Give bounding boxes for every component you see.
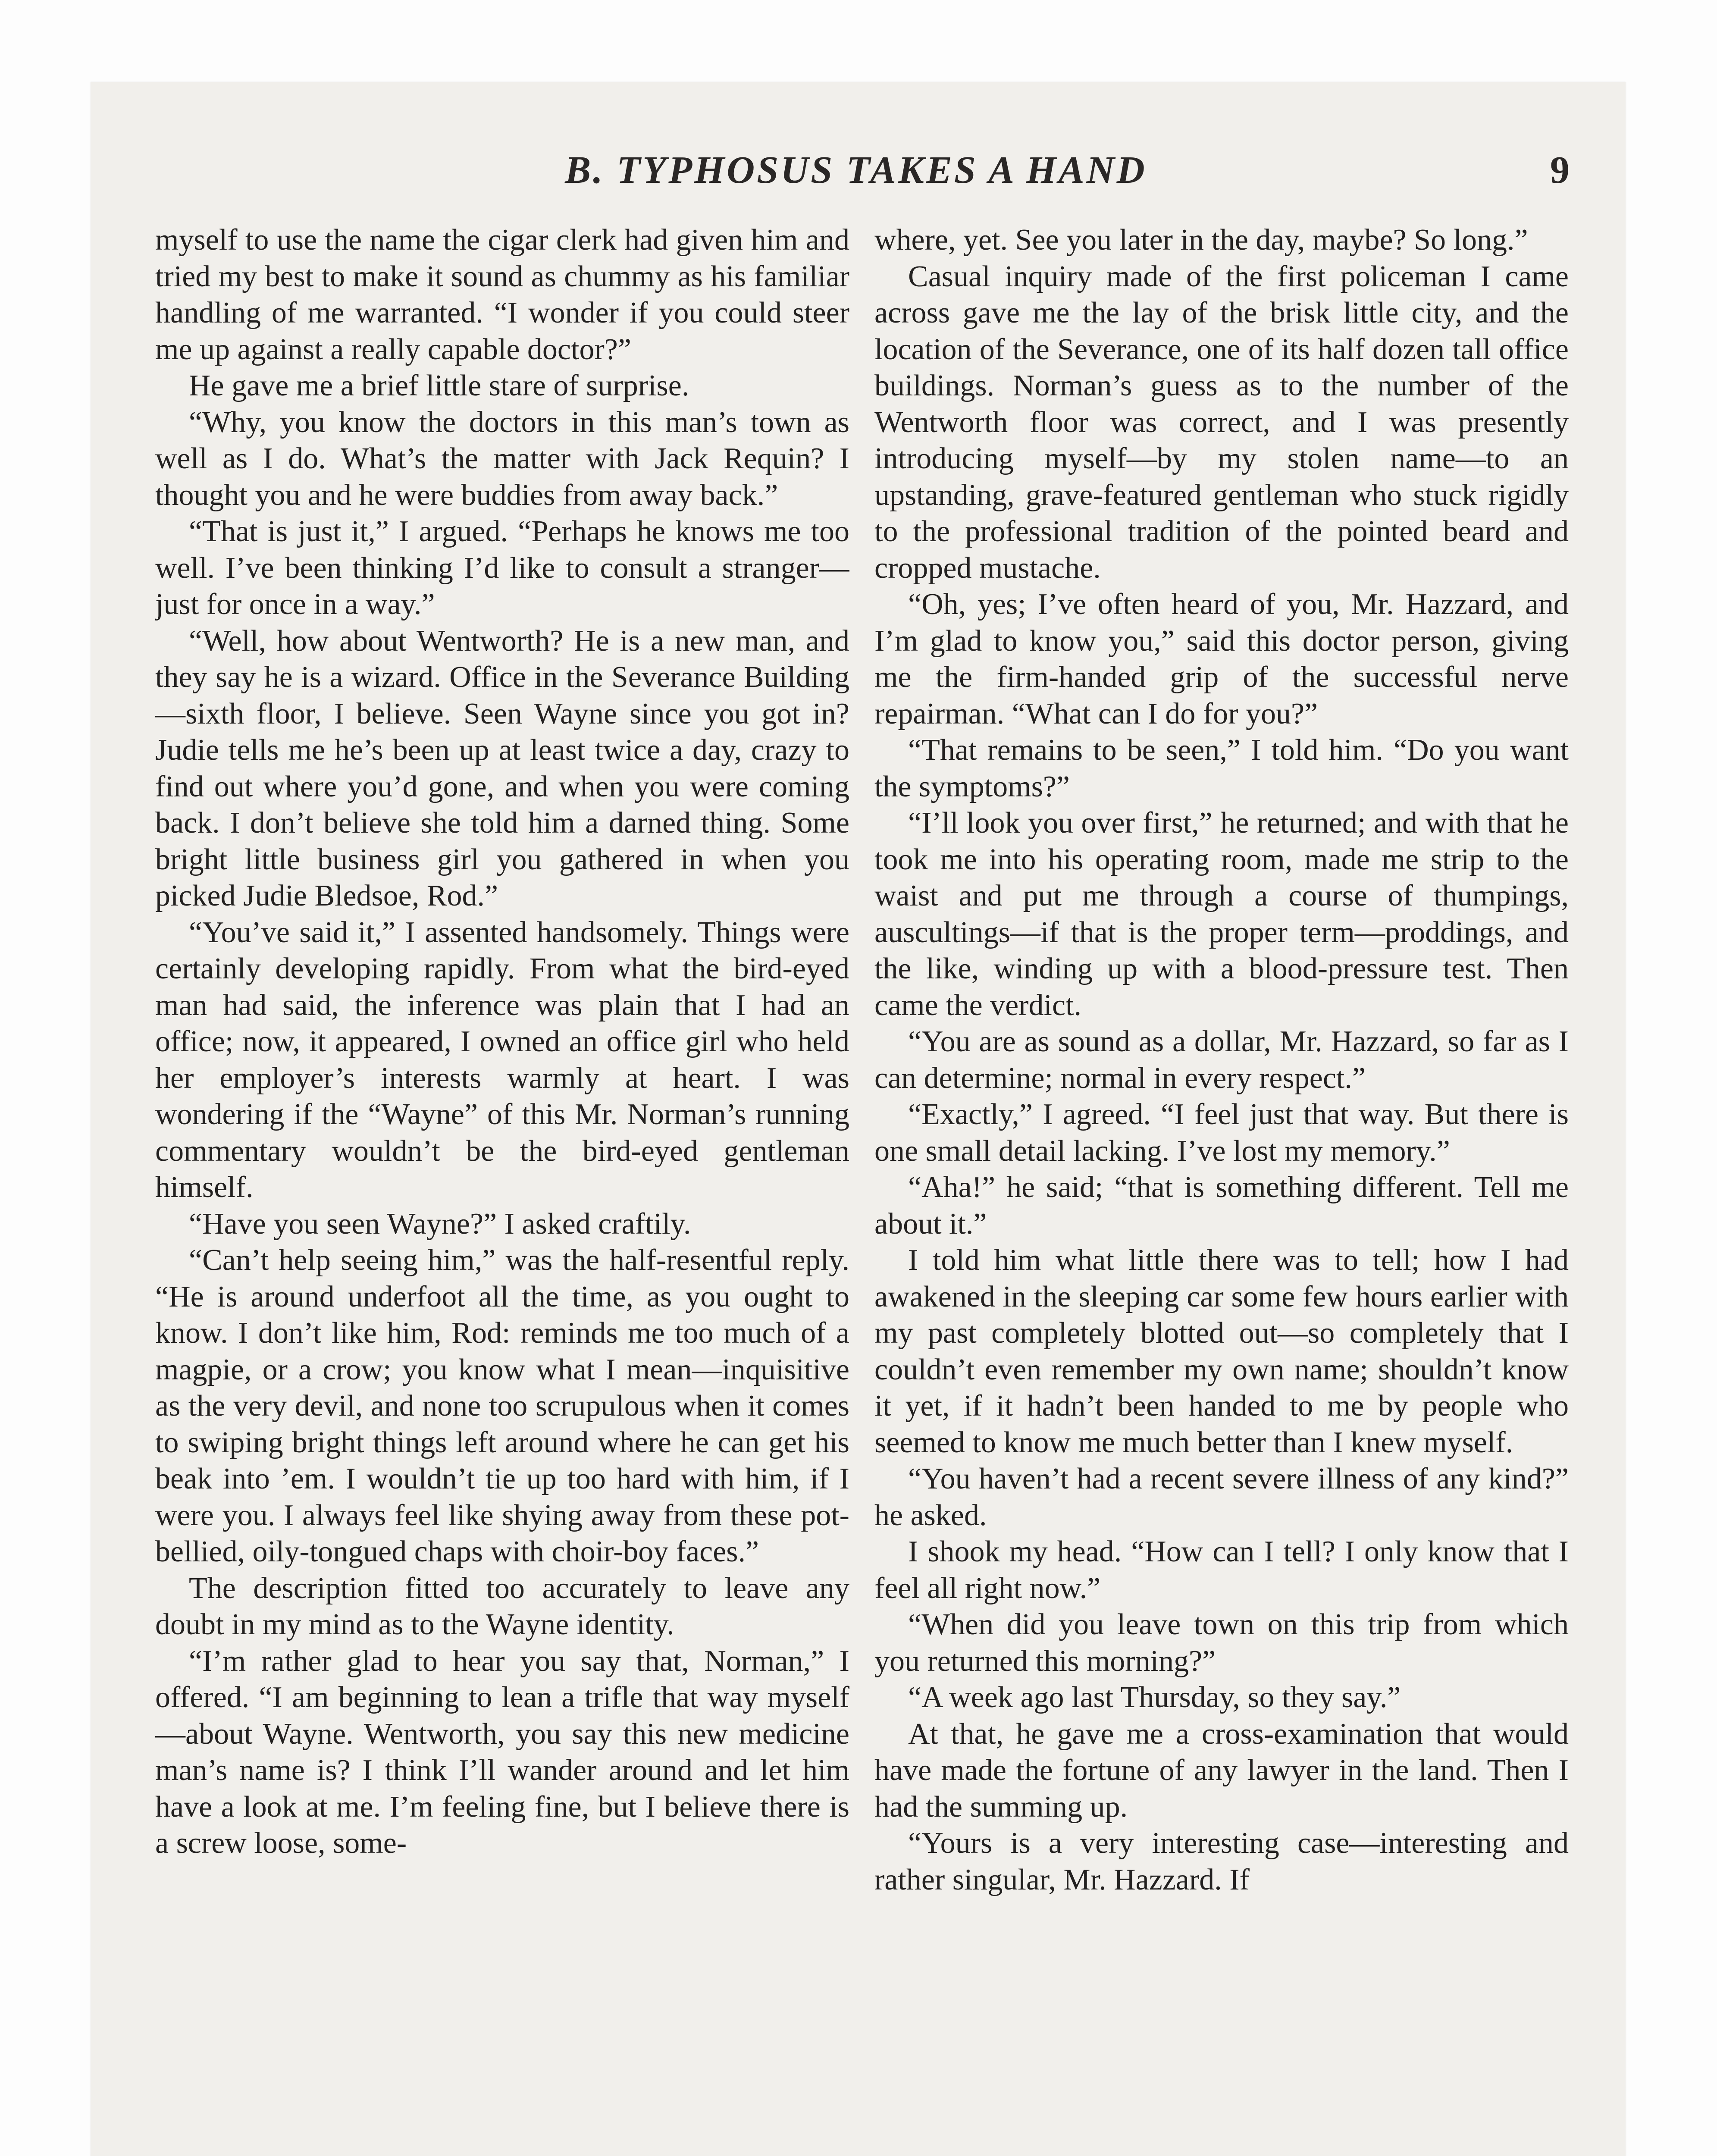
left-column	[155, 222, 849, 2156]
page-header	[142, 142, 1570, 198]
paragraph: “You are as sound as a dollar, Mr. Hazzard, so far as I can determine; normal in every respect.”	[874, 1025, 1569, 1095]
paragraph: “Oh, yes; I’ve often heard of you, Mr. Hazzard, and I’m glad to know you,” said this doctor person, giving me the firm-handed grip of the successful nerve repairman. “What can I do for you?”	[874, 588, 1569, 730]
paragraph: He gave me a brief little stare of surprise.	[189, 369, 689, 402]
paragraph: The description fitted too accurately to leave any doubt in my mind as to the Wayne identity.	[155, 1571, 849, 1641]
paragraph: “Have you seen Wayne?” I asked craftily.	[189, 1207, 691, 1241]
paragraph: “Why, you know the doctors in this man’s town as well as I do. What’s the matter with Jack Requin? I thought you and he were buddies from away back.”	[155, 405, 849, 512]
paragraph: I told him what little there was to tell; how I had awakened in the sleeping car some few hours earlier with my past completely blotted out—so completely that I couldn’t even remember my own name; shouldn’t know it yet, if it hadn’t been handed to me by people who seemed to know me much better than I knew myself.	[874, 1244, 1569, 1459]
paragraph: “That is just it,” I argued. “Perhaps he knows me too well. I’ve been thinking I’d like to consult a stranger—just for once in a way.”	[155, 515, 849, 621]
paragraph: “I’ll look you over first,” he returned; and with that he took me into his operating room, made me strip to the waist and put me through a course of thumpings, auscultings—if that is the proper term—proddings, and the like, winding up with a blood-pressure test. Then came the verdict.	[874, 806, 1569, 1022]
paragraph: Casual inquiry made of the first policeman I came across gave me the lay of the brisk little city, and the location of the Severance, one of its half dozen tall office buildings. Norman’s guess as to the number of the Wentworth floor was correct, and I was presently introducing myself—by my stolen name—to an upstanding, grave-featured gentleman who stuck rigidly to the professional tradition of the pointed beard and cropped mustache.	[874, 260, 1569, 585]
paragraph: I shook my head. “How can I tell? I only know that I feel all right now.”	[874, 1535, 1569, 1605]
paragraph: “Well, how about Wentworth? He is a new man, and they say he is a wizard. Office in the Severance Building—sixth floor, I believe. Seen Wayne since you got in? Judie tells me he’s been up at least twice a day, crazy to find out where you’d gone, and when you were coming back. I don’t believe she told him a darned thing. Some bright little business girl you gathered in when you picked Judie Bledsoe, Rod.”	[155, 624, 849, 912]
paragraph: “I’m rather glad to hear you say that, Norman,” I offered. “I am beginning to lean a trifle that way myself—about Wayne. Wentworth, you say this new medicine man’s name is? I think I’ll wander around and let him have a look at me. I’m feeling fine, but I believe there is a screw loose, some-	[155, 1644, 849, 1860]
paragraph: “When did you leave town on this trip from which you returned this morning?”	[874, 1608, 1569, 1678]
paragraph: “A week ago last Thursday, so they say.”	[908, 1681, 1401, 1714]
paragraph: “Exactly,” I agreed. “I feel just that way. But there is one small detail lacking. I’ve lost my memory.”	[874, 1098, 1569, 1168]
paragraph: “Can’t help seeing him,” was the half-resentful reply. “He is around underfoot all the time, as you ought to know. I don’t like him, Rod: reminds me too much of a magpie, or a crow; you know what I mean—inquisitive as the very devil, and none too scrupulous when it comes to swiping bright things left around where he can get his beak into ’em. I wouldn’t tie up too hard with him, if I were you. I always feel like shying away from these pot-bellied, oily-tongued chaps with choir-boy faces.”	[155, 1244, 849, 1568]
paragraph: At that, he gave me a cross-examination that would have made the fortune of any lawyer in the land. Then I had the summing up.	[874, 1717, 1569, 1824]
paragraph: “You haven’t had a recent severe illness of any kind?” he asked.	[874, 1462, 1569, 1532]
paragraph: myself to use the name the cigar clerk had given him and tried my best to make it sound as chummy as his familiar handling of me warranted. “I wonder if you could steer me up against a really capable doctor?”	[155, 223, 849, 366]
paragraph: “You’ve said it,” I assented handsomely. Things were certainly developing rapidly. From what the bird-eyed man had said, the inference was plain that I had an office; now, it appeared, I owned an office girl who held her employer’s interests warmly at heart. I was wondering if the “Wayne” of this Mr. Norman’s running commentary wouldn’t be the bird-eyed gentleman himself.	[155, 915, 849, 1204]
paragraph: where, yet. See you later in the day, maybe? So long.”	[874, 223, 1528, 257]
page-number: 9	[1550, 149, 1570, 191]
right-column	[874, 222, 1569, 2156]
paragraph: “Yours is a very interesting case—interesting and rather singular, Mr. Hazzard. If	[874, 1827, 1569, 1896]
paragraph: “That remains to be seen,” I told him. “Do you want the symptoms?”	[874, 733, 1569, 803]
paragraph: “Aha!” he said; “that is something different. Tell me about it.”	[874, 1171, 1569, 1241]
running-title: B. TYPHOSUS TAKES A HAND	[565, 149, 1147, 191]
